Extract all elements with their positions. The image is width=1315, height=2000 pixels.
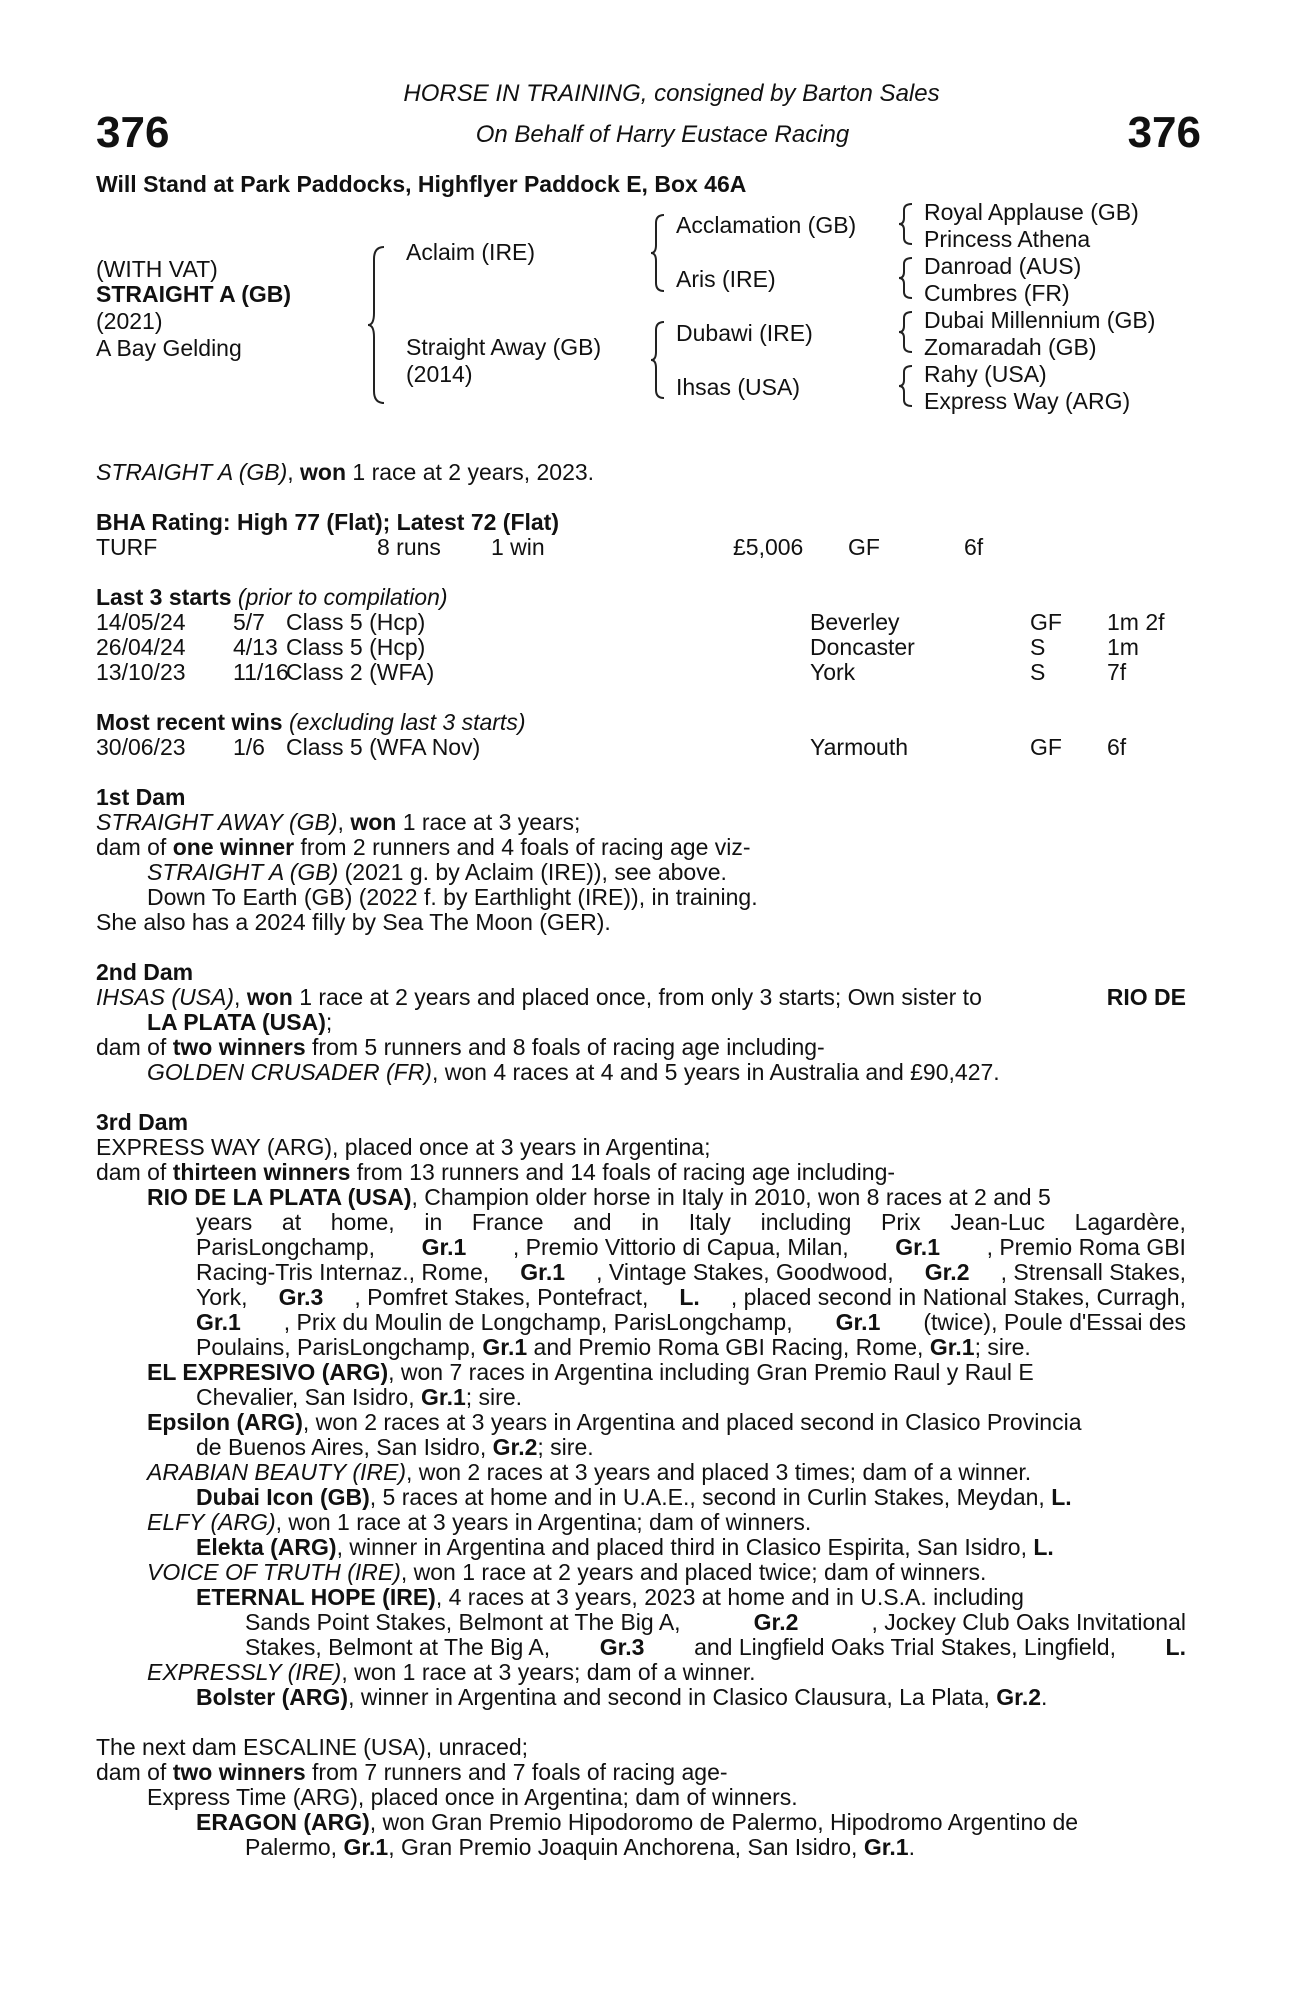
produce-name: Elekta (ARG): [196, 1534, 337, 1560]
sire-sire: Acclamation (GB): [676, 212, 857, 238]
vendor-line: On Behalf of Harry Eustace Racing: [475, 121, 850, 148]
text: , won 1 race at 3 years; dam of a winner.: [341, 1659, 756, 1685]
second-dam-line: [96, 985, 1186, 1010]
group-grade: Gr.2: [492, 1434, 538, 1460]
winners-count: two winners: [172, 1034, 306, 1060]
group-grade: Gr.1: [520, 1259, 566, 1285]
produce-item: [147, 1560, 986, 1585]
second-dam-title: 2nd Dam: [96, 959, 194, 985]
second-dam-produce: [96, 1035, 825, 1060]
start-course: Beverley: [810, 609, 900, 635]
word: in: [424, 1209, 443, 1235]
recent-wins-heading: [96, 710, 525, 735]
group-grade: Gr.2: [753, 1609, 799, 1635]
produce-note: She also has a 2024 filly by Sea The Moon (GER).: [96, 909, 611, 935]
produce-name: VOICE OF TRUTH (IRE): [147, 1559, 401, 1585]
text: .: [908, 1834, 915, 1860]
listed-grade: L.: [679, 1284, 700, 1310]
gen3-3: Danroad (AUS): [924, 253, 1082, 279]
produce-item: [147, 860, 727, 885]
sibling-name: LA PLATA (USA): [147, 1009, 326, 1035]
text: dam of: [96, 834, 173, 860]
word: including: [760, 1209, 852, 1235]
produce-item: [147, 1460, 1031, 1485]
bha-rating: BHA Rating: High 77 (Flat); Latest 72 (Flat): [96, 509, 559, 535]
rating-prize: £5,006: [733, 534, 804, 560]
start-going: S: [1030, 659, 1046, 685]
group-grade: Gr.1: [421, 1234, 467, 1260]
produce-continuation: [196, 1335, 1031, 1360]
start-date: 14/05/24: [96, 609, 186, 635]
text: Racing-Tris Internaz., Rome,: [196, 1259, 490, 1285]
text: de Buenos Aires, San Isidro,: [196, 1434, 493, 1460]
winners-count: two winners: [172, 1759, 306, 1785]
sire: Aclaim (IRE): [406, 239, 536, 265]
rating-runs: 8 runs: [377, 534, 441, 560]
start-distance: 7f: [1107, 659, 1127, 685]
lot-number-left: 376: [96, 108, 170, 157]
text: , Jockey Club Oaks Invitational: [871, 1609, 1186, 1635]
word: Jean-Luc: [950, 1209, 1045, 1235]
produce-name: Dubai Icon (GB): [196, 1484, 370, 1510]
next-dam-produce: [96, 1760, 728, 1785]
group-grade: Gr.1: [482, 1334, 528, 1360]
text: ; sire.: [974, 1334, 1031, 1360]
produce-name: ARABIAN BEAUTY (IRE): [147, 1459, 407, 1485]
produce-item: [196, 1685, 1047, 1710]
sibling-name: RIO DE: [1106, 984, 1186, 1010]
produce-name: STRAIGHT A (GB): [147, 859, 339, 885]
won-label: won: [246, 984, 293, 1010]
text: , won 7 races in Argentina including Gran Premio Raul y Raul E: [388, 1359, 1034, 1385]
text: 1 race at 2 years and placed once, from only 3 starts; Own sister to: [292, 984, 982, 1010]
pedigree-brace-g3-2: [898, 256, 914, 302]
listed-grade: L.: [1033, 1534, 1054, 1560]
pedigree-brace-g3-3: [898, 310, 914, 356]
win-date: 30/06/23: [96, 734, 186, 760]
start-course: Doncaster: [810, 634, 915, 660]
text: (2021 g. by Aclaim (IRE)), see above.: [338, 859, 727, 885]
last-starts-note: (prior to compilation): [237, 584, 448, 610]
race-summary: STRAIGHT A (GB), won 1 race at 2 years, 2023.: [96, 459, 595, 485]
text: from 7 runners and 7 foals of racing age-: [305, 1759, 728, 1785]
group-grade: Gr.3: [278, 1284, 324, 1310]
pedigree-brace-g3-4: [898, 364, 914, 410]
text: , winner in Argentina and placed third in Clasico Espirita, San Isidro,: [336, 1534, 1034, 1560]
winners-count: one winner: [172, 834, 295, 860]
start-class: Class 5 (Hcp): [286, 609, 426, 635]
dam: Straight Away (GB): [406, 334, 602, 360]
vat-note: (WITH VAT): [96, 256, 218, 282]
word: Lagardère,: [1074, 1209, 1186, 1235]
text: from 2 runners and 4 foals of racing age viz-: [294, 834, 751, 860]
gen3-6: Zomaradah (GB): [924, 334, 1097, 360]
lot-number-right: 376: [1127, 108, 1201, 157]
produce-item: Express Time (ARG), placed once in Argentina; dam of winners.: [147, 1784, 798, 1810]
summary-text: 1 race at 2 years, 2023.: [346, 459, 595, 485]
summary-won: won: [300, 459, 347, 485]
text: and Lingfield Oaks Trial Stakes, Lingfield,: [694, 1634, 1116, 1660]
start-class: Class 2 (WFA): [286, 659, 435, 685]
text: , won 1 race at 3 years in Argentina; dam of winners.: [275, 1509, 812, 1535]
produce-continuation: [245, 1635, 1186, 1660]
produce-item: [147, 1360, 1186, 1385]
produce-continuation: [196, 1210, 1186, 1235]
text: 1 race at 3 years;: [396, 809, 581, 835]
group-grade: Gr.1: [421, 1384, 466, 1410]
word: Italy: [688, 1209, 731, 1235]
dam-dam: Ihsas (USA): [676, 374, 800, 400]
recent-wins-title: Most recent wins: [96, 709, 283, 735]
text: , won 2 races at 3 years in Argentina and placed second in Clasico Provincia: [302, 1409, 1082, 1435]
group-grade: Gr.2: [996, 1684, 1042, 1710]
gen3-7: Rahy (USA): [924, 361, 1047, 387]
listed-grade: L.: [1051, 1484, 1072, 1510]
text: from 13 runners and 14 foals of racing age including-: [350, 1159, 896, 1185]
produce-name: Epsilon (ARG): [147, 1409, 303, 1435]
text: ; sire.: [537, 1434, 594, 1460]
pedigree-brace-sire: [650, 213, 666, 295]
pedigree-brace-g3-1: [898, 202, 914, 248]
group-grade: Gr.3: [599, 1634, 645, 1660]
pedigree-brace-main: [368, 245, 388, 405]
text: dam of: [96, 1759, 173, 1785]
group-grade: Gr.1: [929, 1334, 975, 1360]
produce-item: [147, 1410, 1082, 1435]
produce-item: Down To Earth (GB) (2022 f. by Earthlight (IRE)), in training.: [147, 884, 758, 910]
produce-item: [147, 1660, 756, 1685]
word: years: [196, 1209, 253, 1235]
text: Poulains, ParisLongchamp,: [196, 1334, 483, 1360]
text: and Premio Roma GBI Racing, Rome,: [527, 1334, 930, 1360]
stand-location: Will Stand at Park Paddocks, Highflyer Paddock E, Box 46A: [96, 171, 747, 197]
text: , won Gran Premio Hipodoromo de Palermo, Hipodromo Argentino de: [369, 1809, 1079, 1835]
summary-horse-name: STRAIGHT A (GB): [96, 459, 288, 485]
text: dam of: [96, 1034, 173, 1060]
text: , Champion older horse in Italy in 2010, won 8 races at 2 and 5: [411, 1184, 1051, 1210]
word: in: [641, 1209, 660, 1235]
horse-year: (2021): [96, 308, 163, 334]
win-distance: 6f: [1107, 734, 1127, 760]
horse-description: A Bay Gelding: [96, 335, 242, 361]
produce-continuation: [196, 1435, 594, 1460]
text: Stakes, Belmont at The Big A,: [245, 1634, 551, 1660]
text: .: [1041, 1684, 1048, 1710]
text: from 5 runners and 8 foals of racing age including-: [305, 1034, 825, 1060]
produce-continuation: [245, 1610, 1186, 1635]
start-distance: 1m: [1107, 634, 1139, 660]
dam-sire: Dubawi (IRE): [676, 320, 813, 346]
text: (twice), Poule d'Essai des: [923, 1309, 1186, 1335]
word: home,: [330, 1209, 395, 1235]
pedigree-brace-dam: [650, 320, 666, 402]
text: , won 2 races at 3 years and placed 3 times; dam of a winner.: [406, 1459, 1032, 1485]
gen3-1: Royal Applause (GB): [924, 199, 1139, 225]
word: and: [573, 1209, 612, 1235]
produce-item: [147, 1510, 811, 1535]
first-dam-title: 1st Dam: [96, 784, 186, 810]
win-course: Yarmouth: [810, 734, 909, 760]
text: ;: [325, 1009, 333, 1035]
text: , placed second in National Stakes, Curragh,: [730, 1284, 1186, 1310]
group-grade: Gr.1: [343, 1834, 389, 1860]
separator: ,: [337, 809, 351, 835]
next-dam-line: The next dam ESCALINE (USA), unraced;: [96, 1734, 529, 1760]
rating-surface: TURF: [96, 534, 158, 560]
start-position: 4/13: [233, 634, 278, 660]
recent-wins-note: (excluding last 3 starts): [289, 709, 526, 735]
text: , Strensall Stakes,: [1000, 1259, 1186, 1285]
gen3-8: Express Way (ARG): [924, 388, 1131, 414]
group-grade: Gr.2: [924, 1259, 970, 1285]
group-grade: Gr.1: [863, 1834, 909, 1860]
text: , Premio Vittorio di Capua, Milan,: [512, 1234, 849, 1260]
group-grade: Gr.1: [895, 1234, 940, 1260]
word: Prix: [881, 1209, 921, 1235]
word: at: [281, 1209, 302, 1235]
gen3-5: Dubai Millennium (GB): [924, 307, 1156, 333]
produce-item: [147, 1060, 1000, 1085]
produce-item: [147, 1185, 1186, 1210]
third-dam-line: EXPRESS WAY (ARG), placed once at 3 years in Argentina;: [96, 1134, 711, 1160]
text: , Gran Premio Joaquin Anchorena, San Isidro,: [388, 1834, 864, 1860]
consignment-line: HORSE IN TRAINING, consigned by Barton Sales: [403, 80, 940, 107]
start-going: GF: [1030, 609, 1062, 635]
rating-wins: 1 win: [491, 534, 545, 560]
second-dam-line-2: [147, 1010, 332, 1035]
second-dam-name: IHSAS (USA): [96, 984, 235, 1010]
produce-item: [196, 1810, 1186, 1835]
start-date: 13/10/23: [96, 659, 186, 685]
produce-name: Bolster (ARG): [196, 1684, 349, 1710]
group-grade: Gr.1: [835, 1309, 881, 1335]
text: York,: [196, 1284, 248, 1310]
gen3-4: Cumbres (FR): [924, 280, 1070, 306]
won-label: won: [350, 809, 397, 835]
word: France: [471, 1209, 544, 1235]
produce-continuation: [196, 1235, 1186, 1260]
text: dam of: [96, 1159, 173, 1185]
produce-name: EXPRESSLY (IRE): [147, 1659, 342, 1685]
start-position: 5/7: [233, 609, 265, 635]
separator: ,: [234, 984, 247, 1010]
produce-name: RIO DE LA PLATA (USA): [147, 1184, 412, 1210]
win-position: 1/6: [233, 734, 265, 760]
start-going: S: [1030, 634, 1046, 660]
text: , 4 races at 3 years, 2023 at home and in U.S.A. including: [435, 1584, 1024, 1610]
text: , Pomfret Stakes, Pontefract,: [354, 1284, 649, 1310]
produce-continuation: [245, 1835, 915, 1860]
text: , Premio Roma GBI: [986, 1234, 1186, 1260]
text: Sands Point Stakes, Belmont at The Big A,: [245, 1609, 681, 1635]
produce-item: [196, 1485, 1072, 1510]
winners-count: thirteen winners: [172, 1159, 351, 1185]
text: ; sire.: [465, 1384, 523, 1410]
rating-distance: 6f: [964, 534, 984, 560]
text: Chevalier, San Isidro,: [196, 1384, 422, 1410]
rating-going: GF: [848, 534, 880, 560]
listed-grade: L.: [1165, 1634, 1186, 1660]
group-grade: Gr.1: [196, 1309, 241, 1335]
gen3-2: Princess Athena: [924, 226, 1091, 252]
first-dam-name: STRAIGHT AWAY (GB): [96, 809, 338, 835]
text: , won 1 race at 2 years and placed twice; dam of winners.: [400, 1559, 987, 1585]
produce-continuation: [196, 1285, 1186, 1310]
first-dam-line: [96, 810, 580, 835]
start-position: 11/16: [233, 659, 289, 685]
produce-continuation: [196, 1385, 522, 1410]
produce-item: [196, 1585, 1186, 1610]
start-date: 26/04/24: [96, 634, 186, 660]
produce-continuation: [196, 1310, 1186, 1335]
text: Palermo,: [245, 1834, 344, 1860]
start-distance: 1m 2f: [1107, 609, 1165, 635]
produce-continuation: [196, 1260, 1186, 1285]
first-dam-produce: [96, 835, 751, 860]
win-going: GF: [1030, 734, 1062, 760]
text: , won 4 races at 4 and 5 years in Australia and £90,427.: [431, 1059, 1000, 1085]
start-course: York: [810, 659, 856, 685]
text: , 5 races at home and in U.A.E., second in Curlin Stakes, Meydan,: [369, 1484, 1052, 1510]
produce-name: ELFY (ARG): [147, 1509, 276, 1535]
produce-item: [196, 1535, 1054, 1560]
sire-dam: Aris (IRE): [676, 266, 776, 292]
last-starts-title: Last 3 starts: [96, 584, 232, 610]
last-starts-heading: [96, 585, 448, 610]
text: , Vintage Stakes, Goodwood,: [596, 1259, 894, 1285]
start-class: Class 5 (Hcp): [286, 634, 426, 660]
produce-name: GOLDEN CRUSADER (FR): [147, 1059, 432, 1085]
text: , winner in Argentina and second in Clasico Clausura, La Plata,: [348, 1684, 997, 1710]
horse-name: STRAIGHT A (GB): [96, 281, 292, 307]
produce-name: EL EXPRESIVO (ARG): [147, 1359, 389, 1385]
dam-year: (2014): [406, 361, 473, 387]
text: , Prix du Moulin de Longchamp, ParisLongchamp,: [283, 1309, 793, 1335]
text: ParisLongchamp,: [196, 1234, 375, 1260]
produce-name: ETERNAL HOPE (IRE): [196, 1584, 436, 1610]
third-dam-title: 3rd Dam: [96, 1109, 189, 1135]
produce-name: ERAGON (ARG): [196, 1809, 370, 1835]
third-dam-produce: [96, 1160, 895, 1185]
win-class: Class 5 (WFA Nov): [286, 734, 481, 760]
